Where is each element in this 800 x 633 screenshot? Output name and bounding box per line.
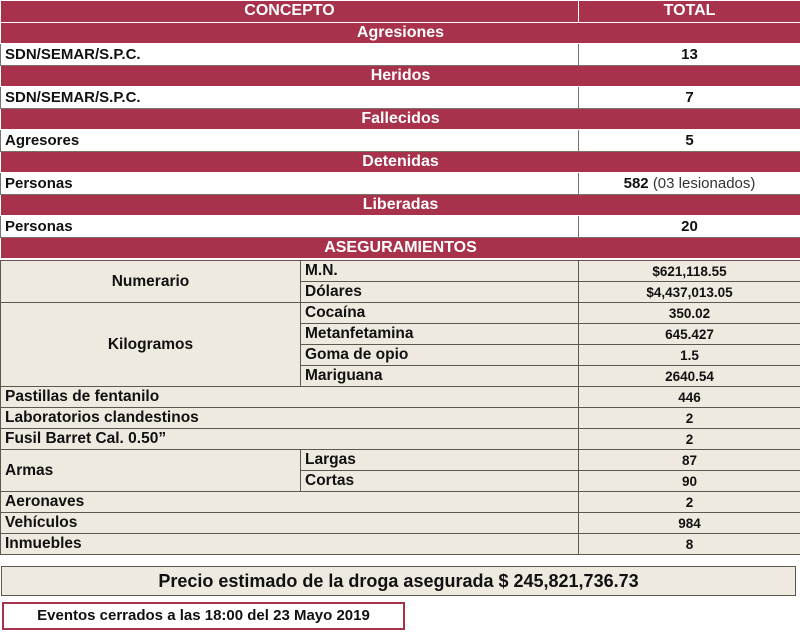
section-title: ASEGURAMIENTOS bbox=[1, 237, 800, 259]
table-row bbox=[1, 450, 800, 471]
data-row bbox=[1, 216, 800, 238]
section-title: Heridos bbox=[1, 65, 800, 87]
item-label: Vehículos bbox=[1, 513, 579, 534]
sub-label: Dólares bbox=[301, 282, 579, 303]
section-row-aseguramientos bbox=[1, 237, 800, 259]
sub-label: Metanfetamina bbox=[301, 324, 579, 345]
sub-value: 87 bbox=[579, 450, 800, 471]
table-row bbox=[1, 534, 800, 555]
table-row bbox=[1, 387, 800, 408]
sub-value: $4,437,013.05 bbox=[579, 282, 800, 303]
item-value: 2 bbox=[579, 492, 800, 513]
item-label: Fusil Barret Cal. 0.50” bbox=[1, 429, 579, 450]
table-row bbox=[1, 408, 800, 429]
sub-value: 645.427 bbox=[579, 324, 800, 345]
armas-label: Armas bbox=[1, 450, 301, 492]
row-value: 7 bbox=[579, 87, 800, 109]
item-label: Aeronaves bbox=[1, 492, 579, 513]
sub-value: $621,118.55 bbox=[579, 261, 800, 282]
header-concepto: CONCEPTO bbox=[1, 1, 579, 23]
section-row-liberadas bbox=[1, 194, 800, 216]
item-label: Pastillas de fentanilo bbox=[1, 387, 579, 408]
row-label: SDN/SEMAR/S.P.C. bbox=[1, 87, 579, 109]
section-row-heridos bbox=[1, 65, 800, 87]
table-row bbox=[1, 513, 800, 534]
section-title: Liberadas bbox=[1, 194, 800, 216]
value-note: (03 lesionados) bbox=[652, 174, 756, 192]
row-value: 13 bbox=[579, 44, 800, 66]
sub-value: 350.02 bbox=[579, 303, 800, 324]
row-label: Personas bbox=[1, 216, 579, 238]
section-row-detenidas bbox=[1, 151, 800, 173]
sub-label: Cocaína bbox=[301, 303, 579, 324]
item-label: Inmuebles bbox=[1, 534, 579, 555]
header-total: TOTAL bbox=[579, 1, 800, 23]
row-value: 20 bbox=[579, 216, 800, 238]
numerario-label: Numerario bbox=[1, 261, 301, 303]
section-title: Fallecidos bbox=[1, 108, 800, 130]
sub-label: M.N. bbox=[301, 261, 579, 282]
item-value: 8 bbox=[579, 534, 800, 555]
section-row-fallecidos bbox=[1, 108, 800, 130]
section-title: Agresiones bbox=[1, 22, 800, 44]
summary-table bbox=[0, 0, 800, 259]
section-row-agresiones bbox=[1, 22, 800, 44]
data-row bbox=[1, 130, 800, 152]
table-row bbox=[1, 303, 800, 324]
row-value: 5 bbox=[579, 130, 800, 152]
item-label: Laboratorios clandestinos bbox=[1, 408, 579, 429]
sub-label: Cortas bbox=[301, 471, 579, 492]
table-row bbox=[1, 261, 800, 282]
sub-value: 1.5 bbox=[579, 345, 800, 366]
header-row bbox=[1, 1, 800, 23]
section-title: Detenidas bbox=[1, 151, 800, 173]
data-row bbox=[1, 87, 800, 109]
sub-label: Goma de opio bbox=[301, 345, 579, 366]
row-label: SDN/SEMAR/S.P.C. bbox=[1, 44, 579, 66]
row-value bbox=[579, 173, 800, 195]
eventos-cerrados-note: Eventos cerrados a las 18:00 del 23 Mayo 2019 bbox=[2, 602, 405, 630]
sub-value: 2640.54 bbox=[579, 366, 800, 387]
aseguramientos-table bbox=[0, 260, 800, 555]
table-row bbox=[1, 429, 800, 450]
value-number: 582 bbox=[623, 174, 649, 192]
table-row bbox=[1, 492, 800, 513]
item-value: 446 bbox=[579, 387, 800, 408]
kilogramos-label: Kilogramos bbox=[1, 303, 301, 387]
row-label: Agresores bbox=[1, 130, 579, 152]
sub-label: Largas bbox=[301, 450, 579, 471]
precio-estimado: Precio estimado de la droga asegurada $ 245,821,736.73 bbox=[1, 566, 796, 596]
row-label: Personas bbox=[1, 173, 579, 195]
item-value: 2 bbox=[579, 408, 800, 429]
data-row bbox=[1, 173, 800, 195]
data-row bbox=[1, 44, 800, 66]
sub-label: Mariguana bbox=[301, 366, 579, 387]
sub-value: 90 bbox=[579, 471, 800, 492]
item-value: 2 bbox=[579, 429, 800, 450]
item-value: 984 bbox=[579, 513, 800, 534]
